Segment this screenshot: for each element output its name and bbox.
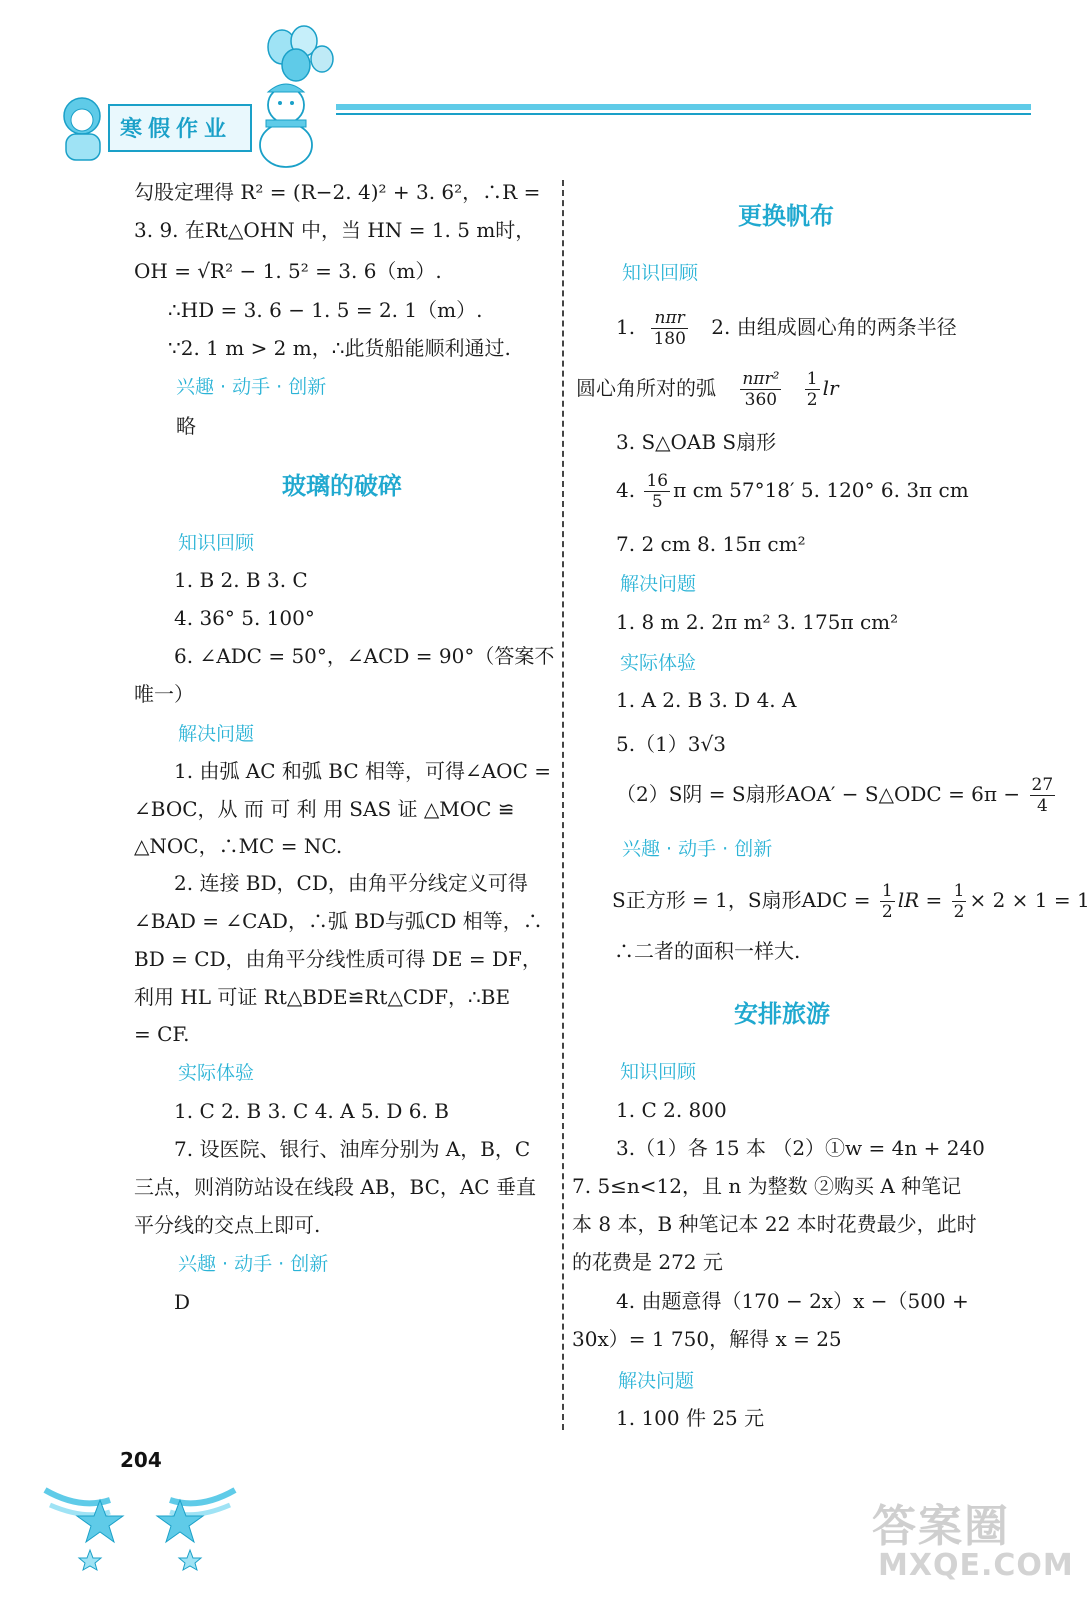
text-line: 4. 由题意得（170 − 2x）x −（500 +	[616, 1289, 969, 1313]
text-line: 3.（1）各 15 本 （2）①w = 4n + 240	[616, 1136, 985, 1160]
item-number: 1.	[616, 315, 636, 339]
text-line: 1. 100 件 25 元	[616, 1406, 765, 1430]
watermark-logo: 答案圈	[872, 1501, 1010, 1552]
answer-text: π cm 57°18′ 5. 120° 6. 3π cm	[673, 478, 969, 502]
fraction-denominator: 2	[953, 902, 965, 922]
text-line: △NOC，∴MC = NC.	[134, 834, 343, 858]
text-line: 1. 8 m 2. 2π m² 3. 175π cm²	[616, 610, 899, 634]
fraction	[952, 881, 967, 922]
text-line: 的花费是 272 元	[572, 1250, 723, 1274]
text-line: ∵2. 1 m > 2 m，∴此货船能顺利通过.	[168, 336, 511, 360]
text-line: 3. S△OAB S扇形	[616, 430, 777, 454]
text-line: = CF.	[134, 1022, 190, 1046]
section-title: 安排旅游	[734, 999, 830, 1028]
text-line: 唯一）	[134, 682, 194, 706]
fraction-denominator: 5	[651, 492, 663, 512]
answer-text: × 2 × 1 = 1	[969, 888, 1090, 912]
section-label: 兴趣 · 动手 · 创新	[176, 376, 327, 398]
section-label: 解决问题	[618, 1370, 695, 1392]
section-label: 知识回顾	[620, 1061, 697, 1083]
section-title: 玻璃的破碎	[282, 471, 402, 500]
banner-title: 寒假作业	[120, 117, 233, 142]
snowman-icon	[246, 80, 326, 170]
math-term: lr	[822, 376, 839, 400]
fraction-numerator: 1	[806, 369, 818, 389]
text-line: ∠BOC，从 而 可 利 用 SAS 证 △MOC ≌	[134, 797, 515, 821]
section-title: 更换帆布	[738, 201, 834, 230]
fraction	[644, 471, 670, 512]
text-line: ∠BAD = ∠CAD，∴弧 BD与弧CD 相等，∴	[134, 909, 543, 933]
answer-text: lR =	[897, 888, 943, 912]
answer-text: 2. 由组成圆心角的两条半径	[711, 315, 957, 339]
fraction	[651, 308, 687, 349]
section-label: 知识回顾	[178, 532, 255, 554]
text-line: ∴二者的面积一样大.	[614, 939, 801, 963]
text-line: 平分线的交点上即可.	[134, 1213, 321, 1237]
fraction	[1030, 775, 1056, 816]
star-decoration-icon	[40, 1470, 240, 1570]
text-line: 4. 36° 5. 100°	[174, 606, 315, 630]
text-line	[612, 878, 1090, 922]
section-label: 解决问题	[620, 573, 697, 595]
fraction	[880, 881, 895, 922]
section-label: 实际体验	[620, 652, 697, 674]
header	[0, 0, 1071, 175]
fraction	[740, 369, 781, 410]
text-line: 略	[176, 414, 196, 438]
fraction-numerator: 1	[953, 881, 965, 901]
fraction-numerator: 1	[881, 881, 893, 901]
text-line: 5.（1）3√3	[616, 732, 726, 756]
fraction-denominator: 2	[881, 902, 893, 922]
text-line: 本 8 本，B 种笔记本 22 本时花费最少，此时	[572, 1212, 977, 1236]
fraction-numerator: nπr²	[742, 369, 780, 389]
text-line: 三点，则消防站设在线段 AB，BC，AC 垂直	[134, 1175, 536, 1199]
text-line: D	[174, 1290, 191, 1314]
fraction-numerator: nπr	[651, 308, 687, 329]
fraction-numerator: 27	[1031, 775, 1054, 795]
section-label: 解决问题	[178, 723, 255, 745]
section-label: 兴趣 · 动手 · 创新	[622, 838, 773, 860]
answer-text: 圆心角所对的弧	[576, 376, 716, 400]
text-line	[616, 772, 1058, 816]
text-line	[616, 308, 957, 349]
answer-text: S正方形 = 1，S扇形ADC =	[612, 888, 871, 912]
watermark-text: MXQE.COM	[878, 1548, 1074, 1583]
text-line: 勾股定理得 R² = (R−2. 4)² + 3. 6²，∴R =	[134, 180, 541, 204]
text-line: 1. C 2. B 3. C 4. A 5. D 6. B	[174, 1099, 449, 1123]
answer-text: （2）S阴 = S扇形AOA′ − S△ODC = 6π −	[616, 782, 1021, 806]
section-label: 知识回顾	[622, 262, 699, 284]
text-line: 7. 2 cm 8. 15π cm²	[616, 532, 806, 556]
fraction-denominator: 360	[744, 390, 778, 410]
text-line: 1. B 2. B 3. C	[174, 568, 308, 592]
text-line: 利用 HL 可证 Rt△BDE≌Rt△CDF，∴BE	[134, 985, 511, 1009]
text-line: BD = CD，由角平分线性质可得 DE = DF，	[134, 947, 542, 971]
text-line: 30x）= 1 750，解得 x = 25	[572, 1327, 842, 1351]
fraction	[805, 369, 820, 410]
item-number: 4.	[616, 478, 636, 502]
fraction-denominator: 2	[806, 390, 818, 410]
text-line: OH = √R² − 1. 5² = 3. 6（m）.	[134, 259, 442, 283]
text-line: 1. C 2. 800	[616, 1098, 727, 1122]
column-divider	[562, 180, 564, 1430]
text-line: 1. A 2. B 3. D 4. A	[616, 688, 797, 712]
text-line: 7. 5≤n<12，且 n 为整数 ②购买 A 种笔记	[572, 1174, 962, 1198]
text-line: 2. 连接 BD，CD，由角平分线定义可得	[174, 871, 528, 895]
banner-line-thin	[336, 113, 1031, 115]
fraction-denominator: 4	[1036, 796, 1048, 816]
page-number: 204	[120, 1448, 162, 1472]
text-line: 6. ∠ADC = 50°，∠ACD = 90°（答案不	[174, 644, 555, 668]
text-line: ∴HD = 3. 6 − 1. 5 = 2. 1（m）.	[168, 298, 483, 322]
text-line	[576, 368, 839, 410]
text-line: 3. 9. 在Rt△OHN 中，当 HN = 1. 5 m时，	[134, 218, 536, 242]
text-line: 1. 由弧 AC 和弧 BC 相等，可得∠AOC =	[174, 759, 552, 783]
section-label: 兴趣 · 动手 · 创新	[178, 1253, 329, 1275]
text-line	[616, 470, 969, 512]
fraction-denominator: 180	[653, 329, 686, 349]
banner-line	[336, 104, 1031, 110]
fraction-numerator: 16	[646, 471, 669, 491]
section-label: 实际体验	[178, 1062, 255, 1084]
text-line: 7. 设医院、银行、油库分别为 A，B，C	[174, 1137, 531, 1161]
